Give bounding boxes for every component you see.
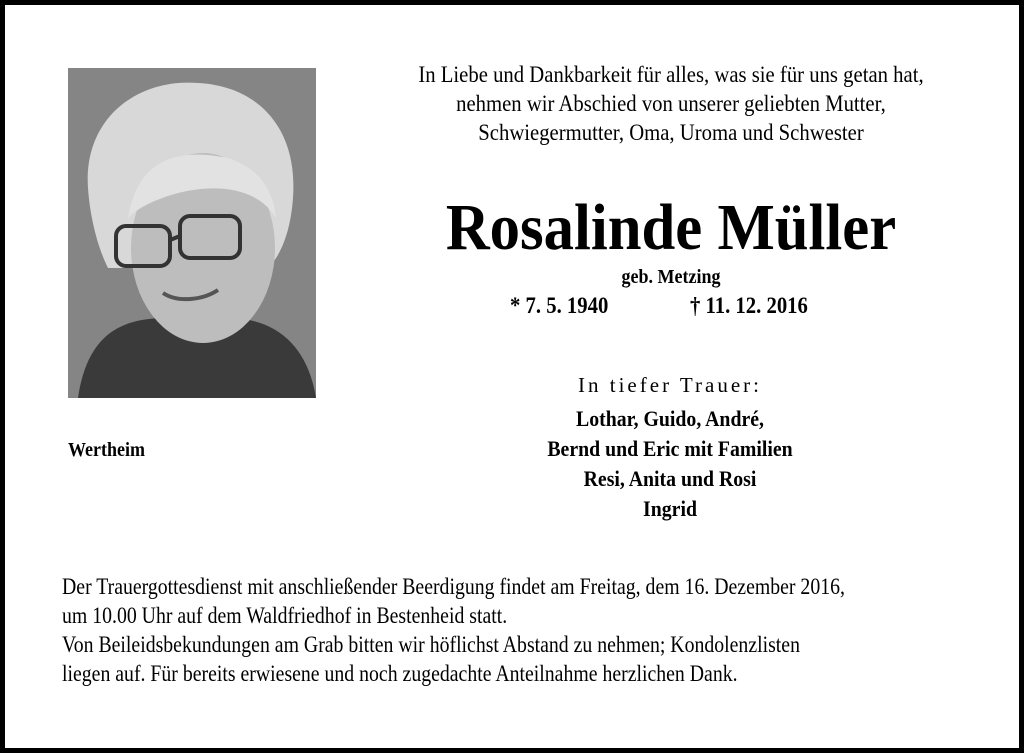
- notice-line: um 10.00 Uhr auf dem Waldfriedhof in Bestenheid statt.: [62, 603, 508, 628]
- portrait-photo: [68, 68, 316, 398]
- death-date: † 11. 12. 2016: [690, 293, 808, 318]
- deceased-name: Rosalinde Müller: [445, 191, 897, 264]
- mourner-line: Ingrid: [643, 496, 697, 521]
- mourning-heading: In tiefer Trauer:: [578, 373, 762, 397]
- mourner-line: Resi, Anita und Rosi: [583, 466, 757, 491]
- notice-line: liegen auf. Für bereits erwiesene und noch zugedachte Anteilnahme herzlichen Dank.: [62, 661, 738, 686]
- maiden-name: geb. Metzing: [621, 266, 721, 288]
- intro-line: In Liebe und Dankbarkeit für alles, was sie für uns getan hat,: [418, 62, 924, 87]
- intro-line: Schwiegermutter, Oma, Uroma und Schwester: [478, 120, 864, 145]
- notice-line: Von Beileidsbekundungen am Grab bitten wir höflichst Abstand zu nehmen; Kondolenzlisten: [62, 632, 800, 657]
- intro-line: nehmen wir Abschied von unserer geliebten Mutter,: [456, 91, 886, 116]
- mourner-line: Bernd und Eric mit Familien: [547, 436, 793, 461]
- mourner-line: Lothar, Guido, André,: [576, 406, 764, 431]
- notice-line: Der Trauergottesdienst mit anschließender Beerdigung findet am Freitag, dem 16. Dezember 2016,: [62, 574, 845, 599]
- place: Wertheim: [68, 439, 145, 461]
- birth-date: * 7. 5. 1940: [510, 293, 609, 318]
